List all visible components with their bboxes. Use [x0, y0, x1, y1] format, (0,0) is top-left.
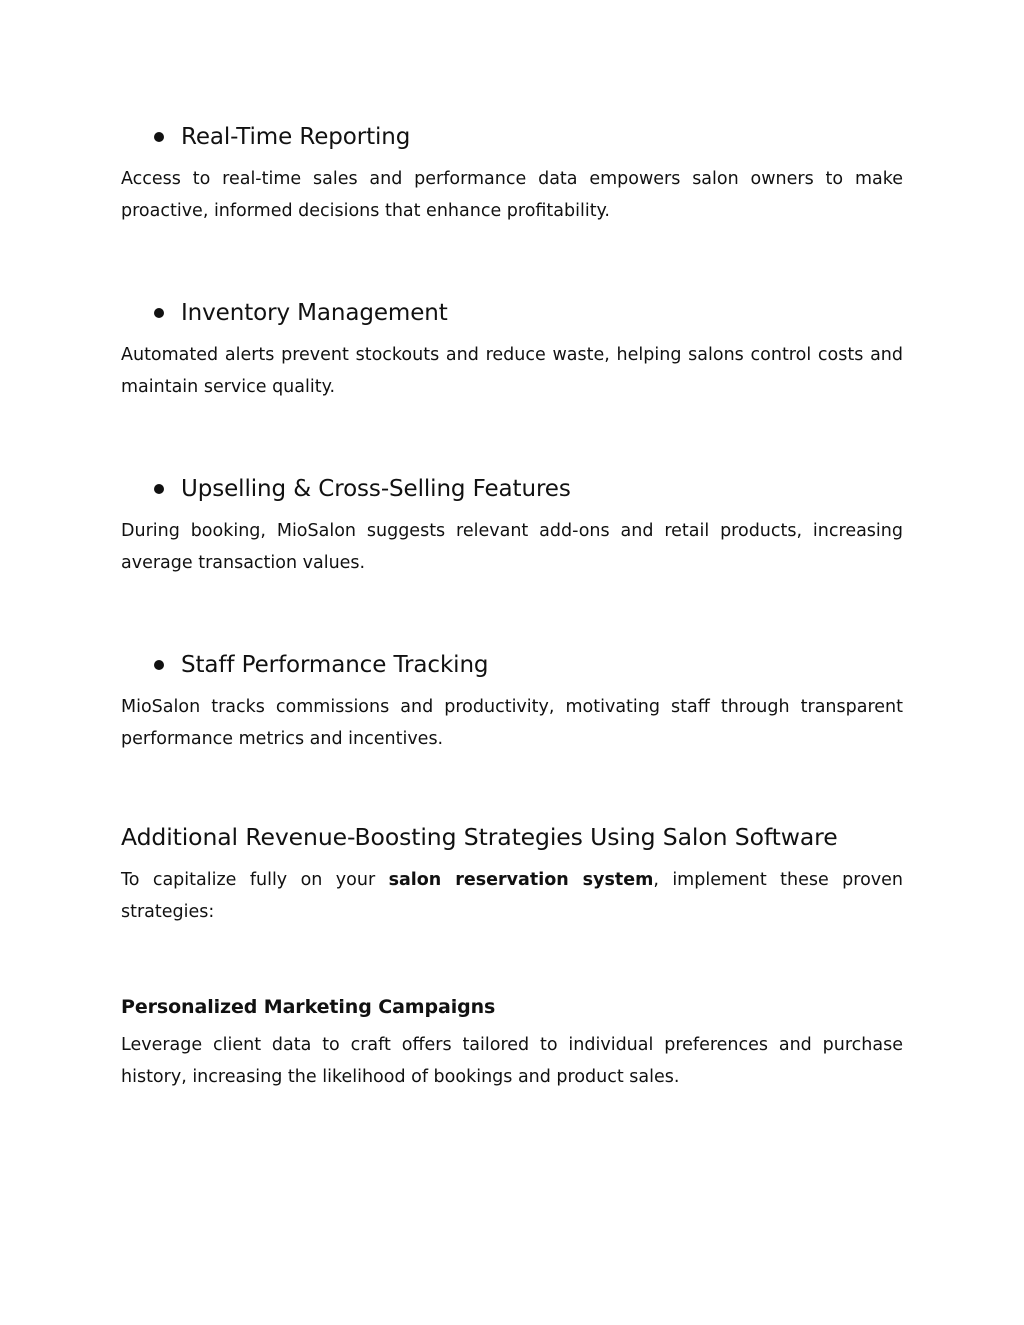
bullet-icon	[154, 132, 164, 142]
spacer	[121, 928, 903, 992]
bullet-heading	[121, 647, 903, 683]
spacer	[121, 755, 903, 819]
document-content	[121, 119, 903, 1093]
section-staff-performance	[121, 647, 903, 755]
section-upselling	[121, 471, 903, 579]
bullet-heading	[121, 295, 903, 331]
spacer	[121, 403, 903, 471]
section-personalized-marketing	[121, 992, 903, 1093]
intro-bold-keyword: salon reservation system	[388, 870, 654, 890]
bullet-icon	[154, 660, 164, 670]
section-heading: Staff Performance Tracking	[181, 652, 489, 678]
section-heading: Inventory Management	[181, 300, 448, 326]
bullet-icon	[154, 484, 164, 494]
section-body: Automated alerts prevent stockouts and reduce waste, helping salons control costs and maintain service quality.	[121, 345, 903, 397]
section-real-time-reporting	[121, 119, 903, 227]
personalized-body: Leverage client data to craft offers tailored to individual preferences and purchase history, increasing the likelihood of bookings and product sales.	[121, 1035, 903, 1087]
bullet-heading	[121, 471, 903, 507]
spacer	[121, 227, 903, 295]
section-body: Access to real-time sales and performance data empowers salon owners to make proactive, informed decisions that enhance profitability.	[121, 169, 903, 221]
personalized-heading: Personalized Marketing Campaigns	[121, 996, 496, 1018]
bullet-heading	[121, 119, 903, 155]
section-heading: Real-Time Reporting	[181, 124, 411, 150]
section-body: MioSalon tracks commissions and productivity, motivating staff through transparent performance metrics and incentives.	[121, 697, 903, 749]
strategies-intro	[121, 865, 903, 928]
section-body: During booking, MioSalon suggests relevant add-ons and retail products, increasing average transaction values.	[121, 521, 903, 573]
section-heading: Upselling & Cross-Selling Features	[181, 476, 571, 502]
intro-text-end: , implement these proven strategies:	[121, 870, 904, 922]
spacer	[121, 579, 903, 647]
intro-text-start: To capitalize fully on your	[121, 870, 389, 890]
strategies-heading: Additional Revenue-Boosting Strategies Using Salon Software	[121, 823, 838, 851]
bullet-icon	[154, 308, 164, 318]
section-inventory-management	[121, 295, 903, 403]
section-strategies	[121, 819, 903, 928]
